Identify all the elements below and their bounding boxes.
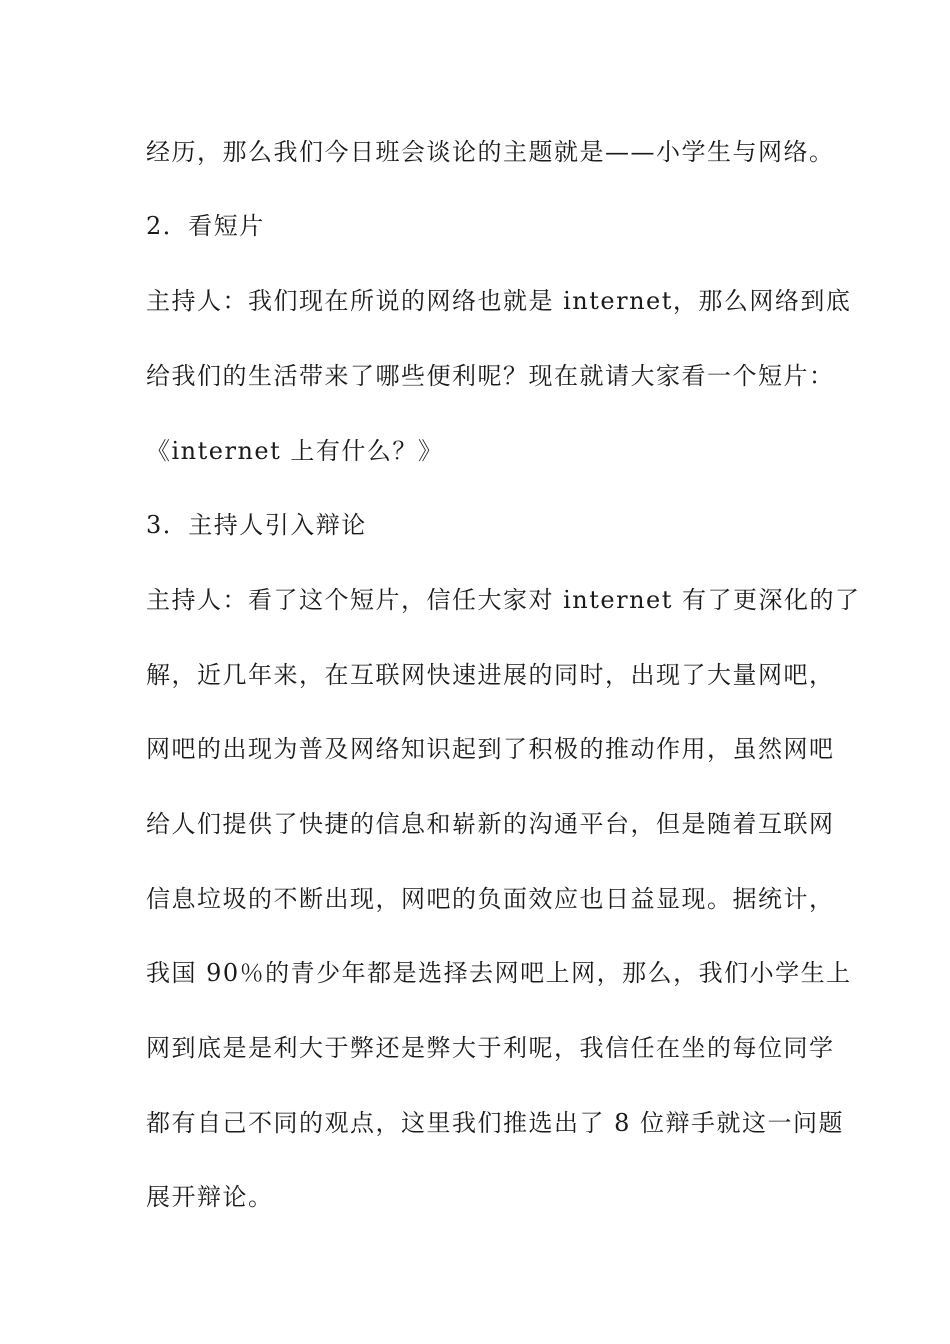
section-heading: 3．主持人引入辩论: [146, 511, 367, 539]
paragraph-line: 主持人：我们现在所说的网络也就是 internet，那么网络到底: [146, 287, 852, 315]
paragraph-line: 经历，那么我们今日班会谈论的主题就是——小学生与网络。: [146, 138, 835, 166]
paragraph-line: 我国 90％的青少年都是选择去网吧上网，那么，我们小学生上: [146, 959, 852, 987]
paragraph-line: 展开辩论。: [146, 1183, 274, 1211]
paragraph-line: 给我们的生活带来了哪些便利呢？现在就请大家看一个短片：: [146, 362, 835, 390]
paragraph-line: 《internet 上有什么？》: [146, 437, 444, 465]
paragraph-line: 都有自己不同的观点，这里我们推选出了 8 位辩手就这一问题: [146, 1109, 845, 1137]
paragraph-line: 信息垃圾的不断出现，网吧的负面效应也日益显现。据统计，: [146, 885, 835, 913]
paragraph-line: 给人们提供了快捷的信息和崭新的沟通平台，但是随着互联网: [146, 810, 835, 838]
paragraph-line: 主持人：看了这个短片，信任大家对 internet 有了更深化的了: [146, 586, 861, 614]
section-heading: 2．看短片: [146, 212, 265, 240]
paragraph-line: 网吧的出现为普及网络知识起到了积极的推动作用，虽然网吧: [146, 735, 835, 763]
paragraph-line: 解，近几年来，在互联网快速进展的同时，出现了大量网吧，: [146, 661, 835, 689]
paragraph-line: 网到底是是利大于弊还是弊大于利呢，我信任在坐的每位同学: [146, 1034, 835, 1062]
